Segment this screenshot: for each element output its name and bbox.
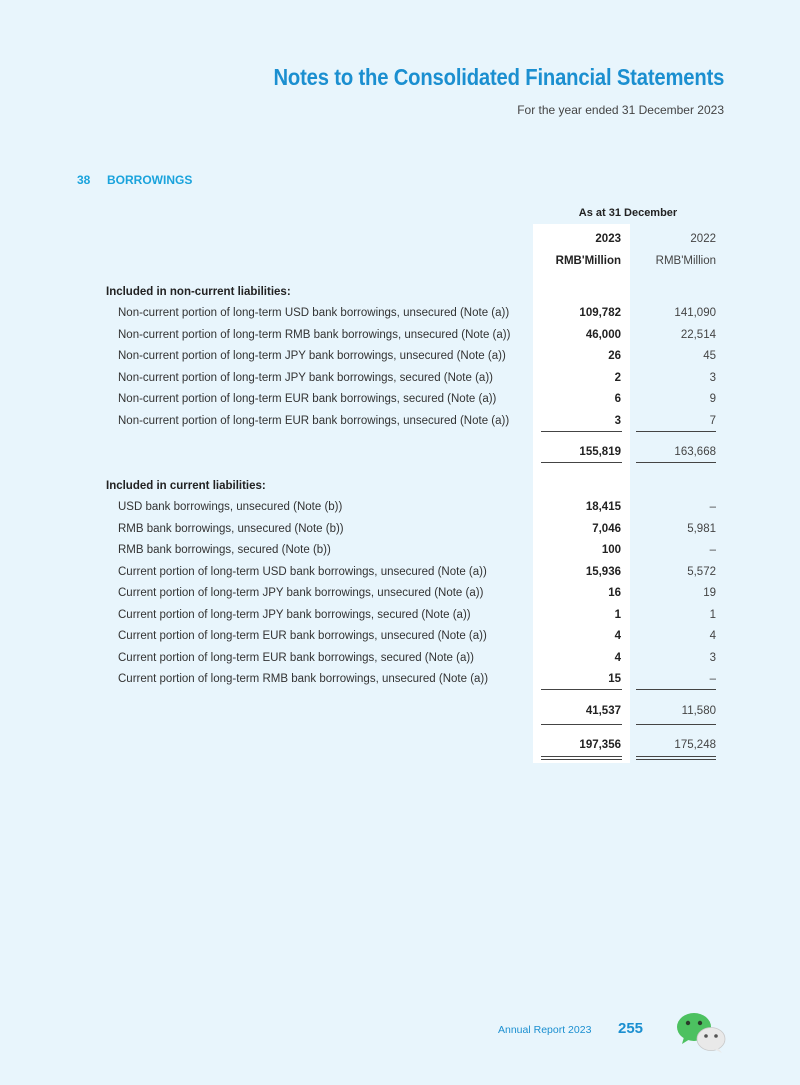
table-row (0, 346, 800, 366)
subtotal-rule-2023 (541, 431, 622, 432)
subtotal-rule-2022 (636, 431, 716, 432)
table-row (0, 626, 800, 646)
non-current-heading-row (0, 282, 800, 302)
row-label: Current portion of long-term EUR bank borrowings, secured (Note (a)) (118, 652, 475, 664)
subtotal-value-2023: 155,819 (579, 446, 621, 458)
table-row (0, 389, 800, 409)
table-row (0, 648, 800, 668)
non-current-subtotal-row (0, 442, 800, 462)
section-number: 38 (77, 173, 91, 187)
column-year-header-row (0, 229, 800, 249)
table-row (0, 497, 800, 517)
table-row (0, 519, 800, 539)
row-label: Current portion of long-term RMB bank borrowings, unsecured (Note (a)) (118, 673, 489, 685)
row-value-2022: 19 (703, 587, 716, 599)
row-label: Current portion of long-term JPY bank borrowings, secured (Note (a)) (118, 609, 471, 621)
row-value-2022: 3 (709, 372, 716, 384)
subtotal-underline-2023 (541, 724, 622, 725)
total-double-rule-2023-b (541, 759, 622, 760)
row-label: Non-current portion of long-term JPY bank borrowings, unsecured (Note (a)) (118, 350, 506, 362)
row-label: Non-current portion of long-term JPY bank borrowings, secured (Note (a)) (118, 372, 493, 384)
subtotal-rule-2022 (636, 689, 716, 690)
section-title: BORROWINGS (107, 173, 193, 187)
row-value-2023: 4 (614, 630, 621, 642)
subtotal-value-2023: 41,537 (585, 705, 621, 717)
row-value-2022: – (709, 501, 716, 513)
row-label: Non-current portion of long-term RMB bank borrowings, unsecured (Note (a)) (118, 329, 511, 341)
page-title: Notes to the Consolidated Financial Statements (273, 64, 724, 90)
row-value-2023: 15 (608, 673, 621, 685)
subtotal-underline-2022 (636, 724, 716, 725)
col-2023-year: 2023 (595, 233, 621, 245)
col-2023-unit: RMB'Million (555, 255, 621, 267)
table-row (0, 368, 800, 388)
table-row (0, 303, 800, 323)
table-row (0, 411, 800, 431)
row-label: USD bank borrowings, unsecured (Note (b)) (118, 501, 343, 513)
subtotal-rule-2023 (541, 689, 622, 690)
table-row (0, 605, 800, 625)
row-value-2023: 15,936 (585, 566, 621, 578)
row-value-2023: 26 (608, 350, 621, 362)
col-2022-unit: RMB'Million (655, 255, 716, 267)
row-value-2023: 46,000 (585, 329, 621, 341)
subtotal-value-2022: 11,580 (681, 705, 716, 717)
row-value-2023: 4 (614, 652, 621, 664)
footer-report-name: Annual Report 2023 (498, 1024, 592, 1036)
row-value-2022: 5,572 (687, 566, 716, 578)
page-number: 255 (618, 1020, 644, 1037)
row-value-2022: 9 (709, 393, 716, 405)
row-value-2023: 6 (614, 393, 621, 405)
subtotal-underline-2023 (541, 462, 622, 463)
subtotal-value-2022: 163,668 (674, 446, 716, 458)
wechat-logo-icon (676, 1011, 726, 1053)
row-value-2022: 4 (709, 630, 716, 642)
table-row (0, 583, 800, 603)
column-unit-header-row (0, 251, 800, 271)
table-row (0, 562, 800, 582)
row-value-2023: 18,415 (585, 501, 621, 513)
subtotal-underline-2022 (636, 462, 716, 463)
row-value-2022: 22,514 (680, 329, 716, 341)
row-value-2023: 7,046 (592, 523, 621, 535)
row-value-2023: 16 (608, 587, 621, 599)
non-current-heading: Included in non-current liabilities: (106, 286, 291, 298)
row-value-2022: – (709, 544, 716, 556)
row-label: Non-current portion of long-term USD bank borrowings, unsecured (Note (a)) (118, 307, 510, 319)
row-value-2023: 2 (614, 372, 621, 384)
row-value-2022: 3 (709, 652, 716, 664)
total-double-rule-2022-a (636, 756, 716, 757)
section-heading (77, 173, 192, 187)
total-value-2022: 175,248 (674, 739, 716, 751)
row-label: RMB bank borrowings, secured (Note (b)) (118, 544, 331, 556)
row-label: Current portion of long-term JPY bank borrowings, unsecured (Note (a)) (118, 587, 484, 599)
row-value-2023: 100 (601, 544, 621, 556)
row-label: Current portion of long-term USD bank borrowings, unsecured (Note (a)) (118, 566, 487, 578)
row-value-2023: 3 (614, 415, 621, 427)
table-row (0, 325, 800, 345)
table-row (0, 540, 800, 560)
current-subtotal-row (0, 701, 800, 721)
row-value-2023: 109,782 (579, 307, 621, 319)
total-row (0, 735, 800, 755)
current-heading-row (0, 476, 800, 496)
table-row (0, 669, 800, 689)
total-double-rule-2022-b (636, 759, 716, 760)
total-value-2023: 197,356 (579, 739, 621, 751)
row-value-2022: 1 (709, 609, 716, 621)
col-2022-year: 2022 (690, 233, 716, 245)
row-label: Non-current portion of long-term EUR bank borrowings, secured (Note (a)) (118, 393, 497, 405)
row-value-2022: 7 (709, 415, 716, 427)
current-heading: Included in current liabilities: (106, 480, 266, 492)
row-label: Non-current portion of long-term EUR bank borrowings, unsecured (Note (a)) (118, 415, 510, 427)
row-label: RMB bank borrowings, unsecured (Note (b)) (118, 523, 344, 535)
row-value-2022: – (709, 673, 716, 685)
row-value-2022: 5,981 (687, 523, 716, 535)
row-label: Current portion of long-term EUR bank borrowings, unsecured (Note (a)) (118, 630, 487, 642)
page-subtitle: For the year ended 31 December 2023 (517, 103, 724, 117)
table-group-header: As at 31 December (578, 207, 678, 219)
row-value-2022: 45 (703, 350, 716, 362)
row-value-2023: 1 (614, 609, 621, 621)
total-double-rule-2023-a (541, 756, 622, 757)
row-value-2022: 141,090 (674, 307, 716, 319)
